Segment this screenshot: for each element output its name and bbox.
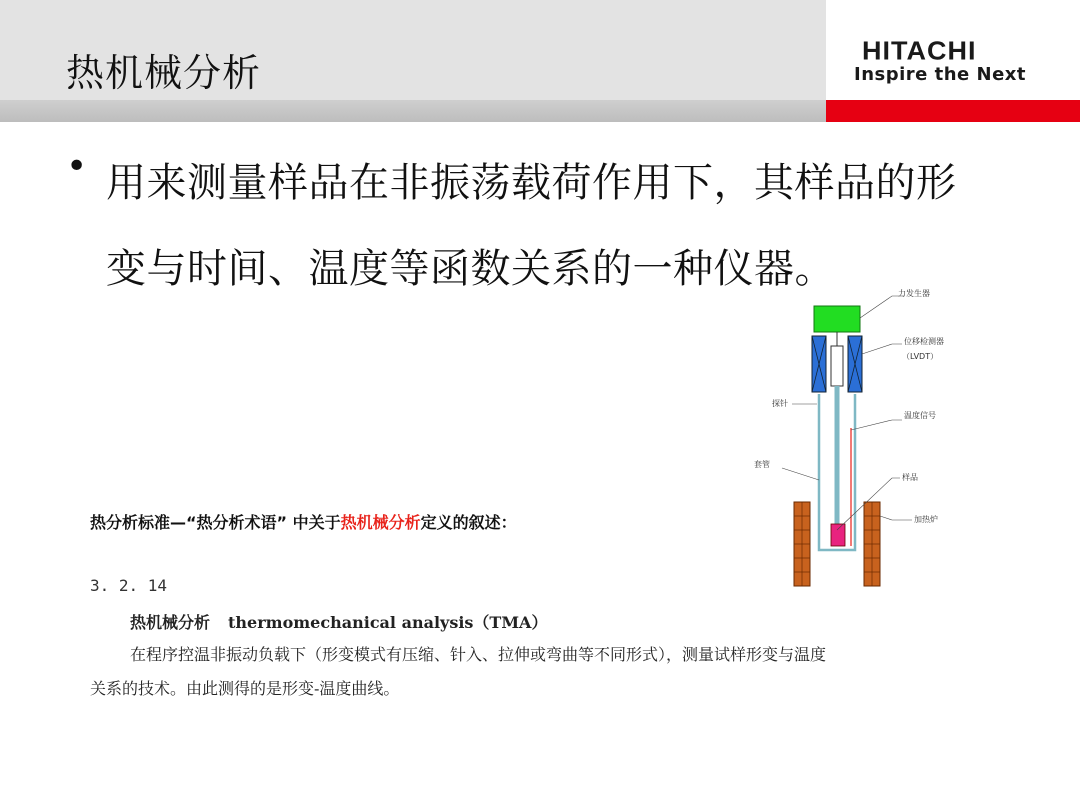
definition-term-cn: 热机械分析 <box>130 613 211 632</box>
bullet-dot-icon: • <box>66 146 88 187</box>
label-temp-signal: 温度信号 <box>904 411 936 420</box>
definition-number: 3. 2. 14 <box>90 576 168 595</box>
standard-prefix: 热分析标准—“热分析术语” 中关于 <box>90 513 341 532</box>
logo-wordmark: HITACHI <box>862 36 977 66</box>
label-furnace: 加热炉 <box>914 515 938 524</box>
bullet-text: 用来测量样品在非振荡载荷作用下，其样品的形变与时间、温度等函数关系的一种仪器。 <box>106 160 957 292</box>
label-sample: 样品 <box>902 473 918 482</box>
furnace-left <box>794 502 810 586</box>
sample-block <box>831 524 845 546</box>
definition-body-line2: 关系的技术。由此测得的是形变-温度曲线。 <box>90 679 400 698</box>
header-underline <box>0 100 826 122</box>
page-title: 热机械分析 <box>66 51 262 95</box>
label-sleeve: 套管 <box>754 460 770 469</box>
force-generator-block <box>814 306 860 332</box>
standard-highlight: 热机械分析 <box>340 513 421 532</box>
tma-schematic-diagram <box>752 284 962 590</box>
definition-body-line1: 在程序控温非振动负载下（形变模式有压缩、针入、拉伸或弯曲等不同形式），测量试样形变与温度 <box>130 645 827 664</box>
brand-red-bar <box>826 100 1080 122</box>
label-force-generator: 力发生器 <box>898 289 930 298</box>
standard-suffix: 定义的叙述： <box>420 513 517 532</box>
logo-tagline: Inspire the Next <box>854 64 1027 85</box>
label-probe: 探针 <box>772 399 788 408</box>
standard-reference-line <box>90 510 517 533</box>
definition-term <box>130 610 547 633</box>
lvdt-core <box>831 346 843 386</box>
furnace-right <box>864 502 880 586</box>
definition-term-en: thermomechanical analysis（TMA） <box>228 613 548 632</box>
label-lvdt-en: （LVDT） <box>902 352 939 361</box>
label-lvdt-cn: 位移检测器 <box>904 337 944 346</box>
